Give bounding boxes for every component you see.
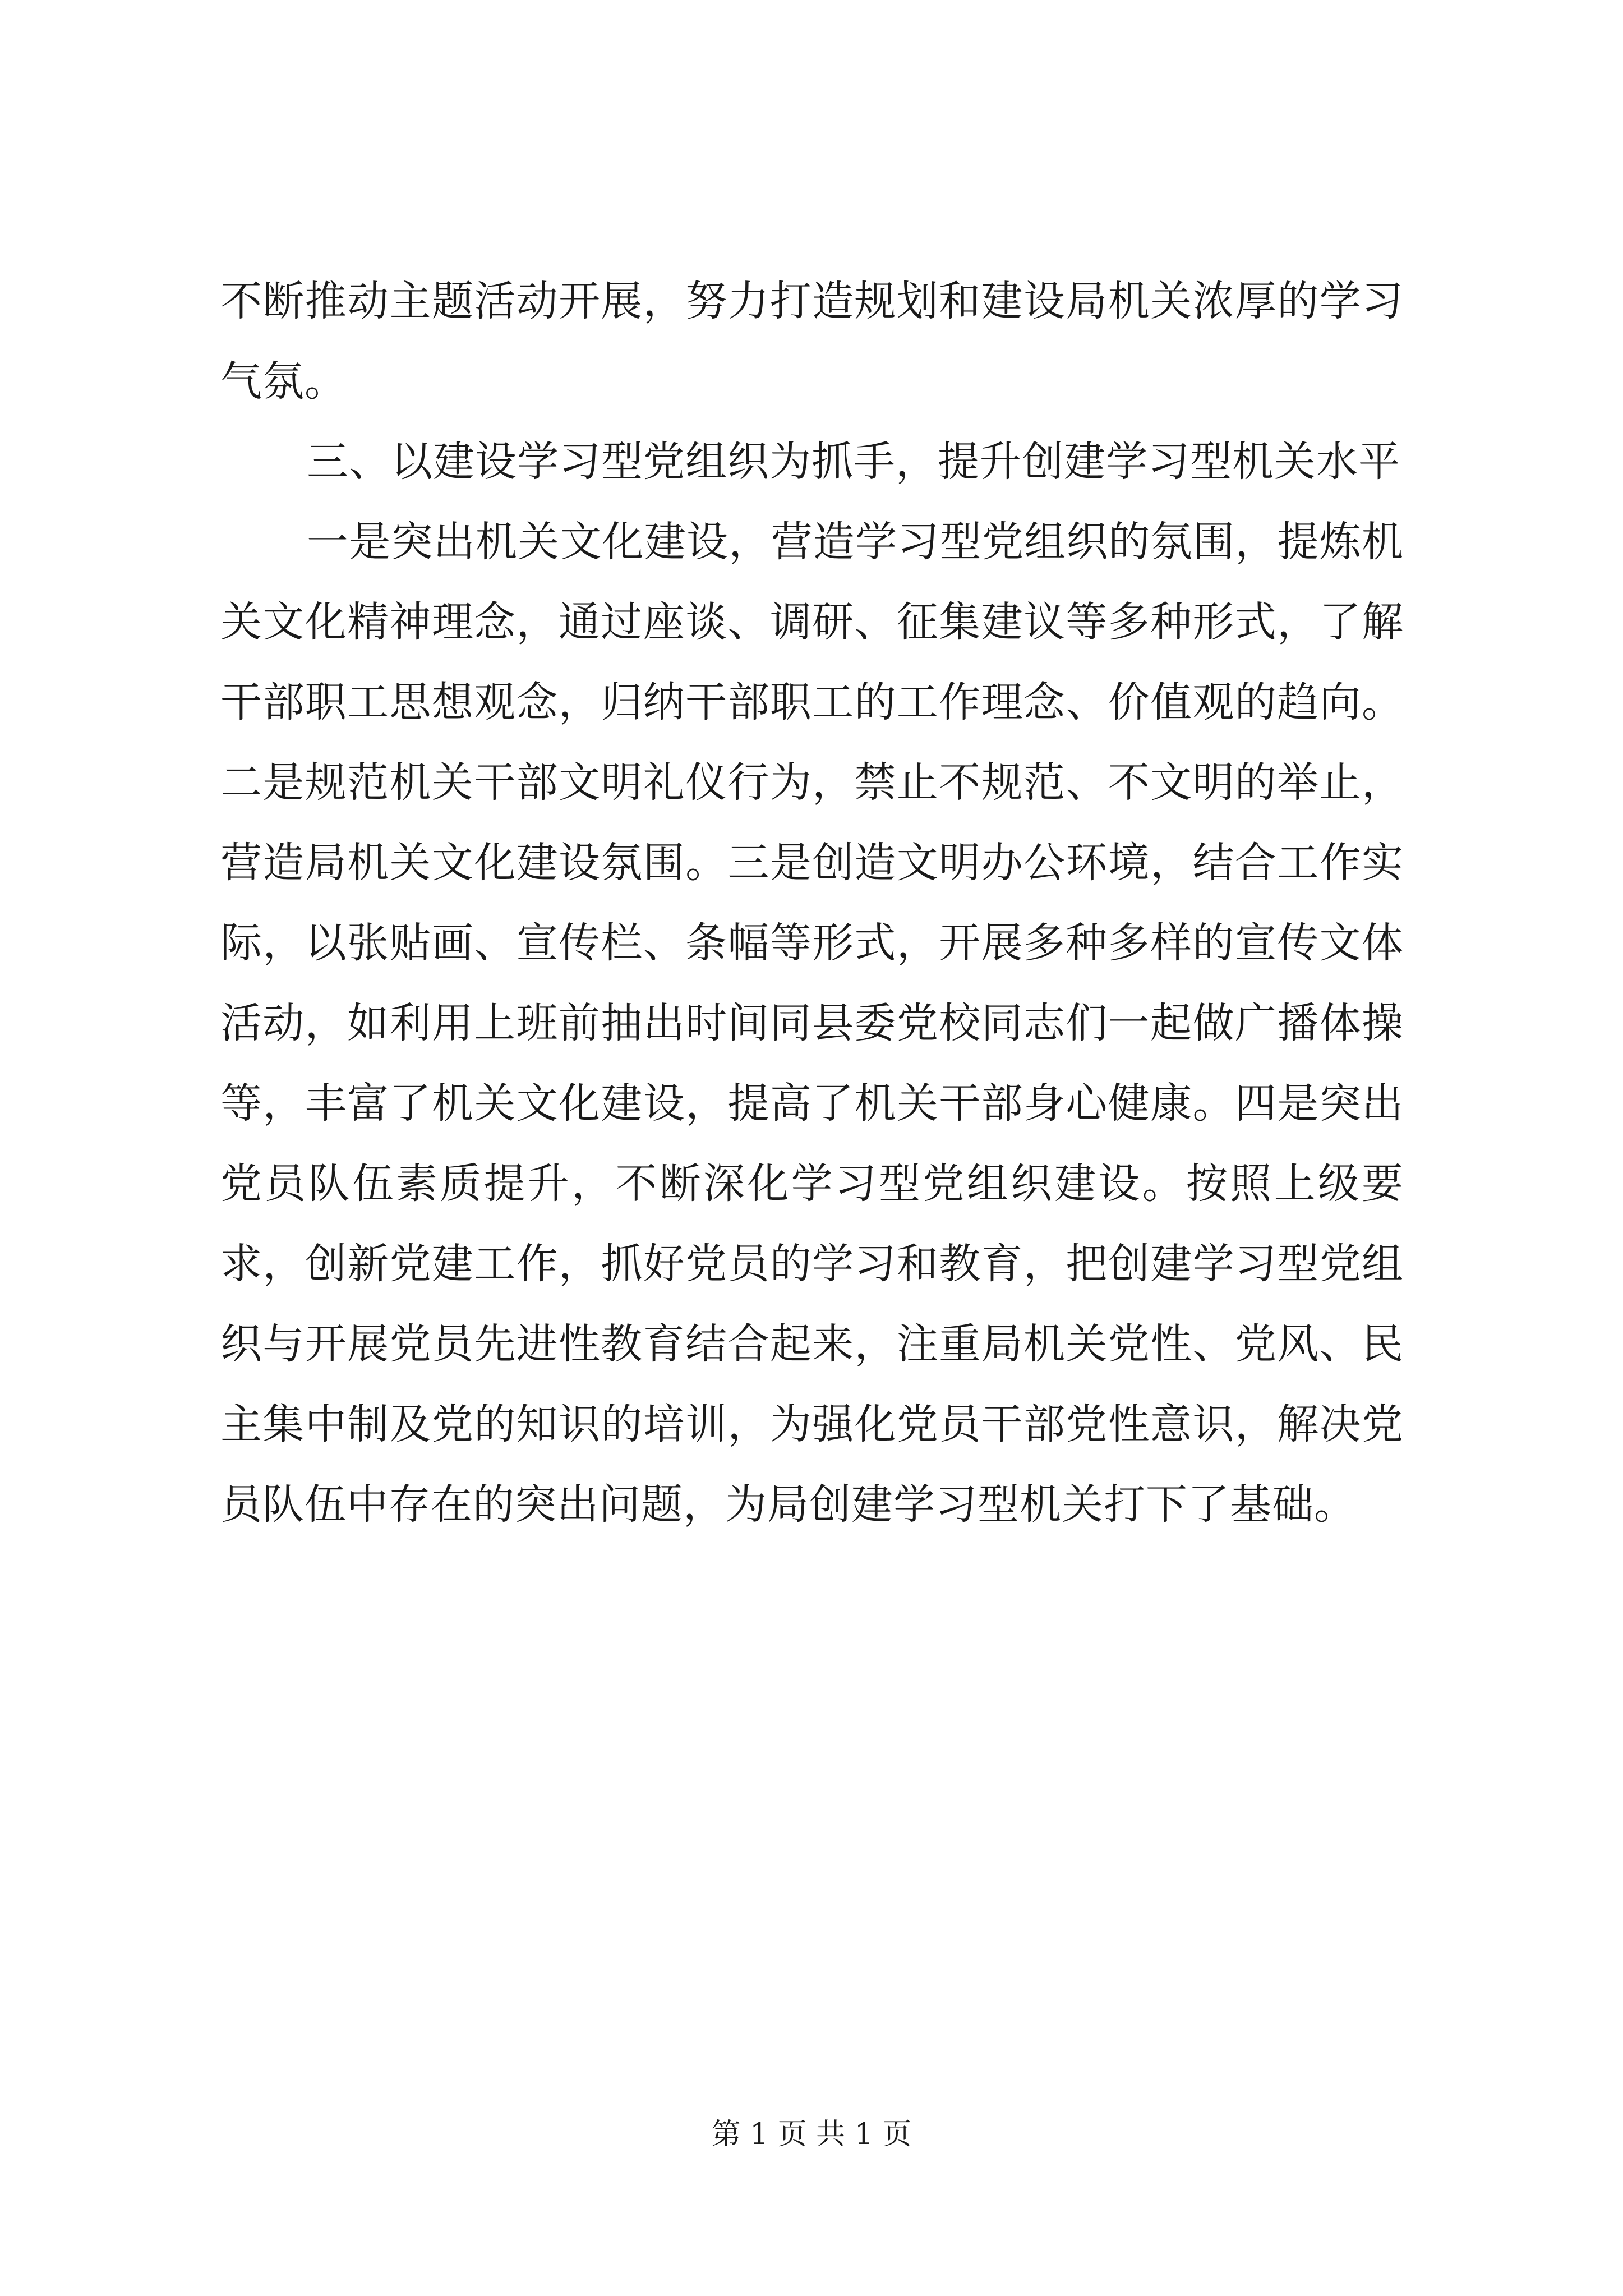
paragraph-continuation: 不断推动主题活动开展，努力打造规划和建设局机关浓厚的学习气氛。 bbox=[220, 277, 1404, 406]
section-heading: 三、以建设学习型党组织为抓手，提升创建学习型机关水平 bbox=[307, 438, 1400, 486]
page-footer: 第 1 页 共 1 页 bbox=[711, 2118, 912, 2151]
document-body bbox=[220, 261, 1404, 1545]
paragraph-body: 一是突出机关文化建设，营造学习型党组织的氛围，提炼机关文化精神理念，通过座谈、调研、征集建议等多种形式，了解干部职工思想观念，归纳干部职工的工作理念、价值观的趋向。二是规范机关干部文明礼仪行为，禁止不规范、不文明的举止，营造局机关文化建设氛围。三是创造文明办公环境，结合工作实际，以张贴画、宣传栏、条幅等形式，开展多种多样的宣传文体活动，如利用上班前抽出时间同县委党校同志们一起做广播体操等，丰富了机关文化建设，提高了机关干部身心健康。四是突出党员队伍素质提升，不断深化学习型党组织建设。按照上级要求，创新党建工作，抓好党员的学习和教育，把创建学习型党组织与开展党员先进性教育结合起来，注重局机关党性、党风、民主集中制及党的知识的培训，为强化党员干部党性意识，解决党员队伍中存在的突出问题，为局创建学习型机关打下了基础。 bbox=[220, 518, 1404, 1529]
